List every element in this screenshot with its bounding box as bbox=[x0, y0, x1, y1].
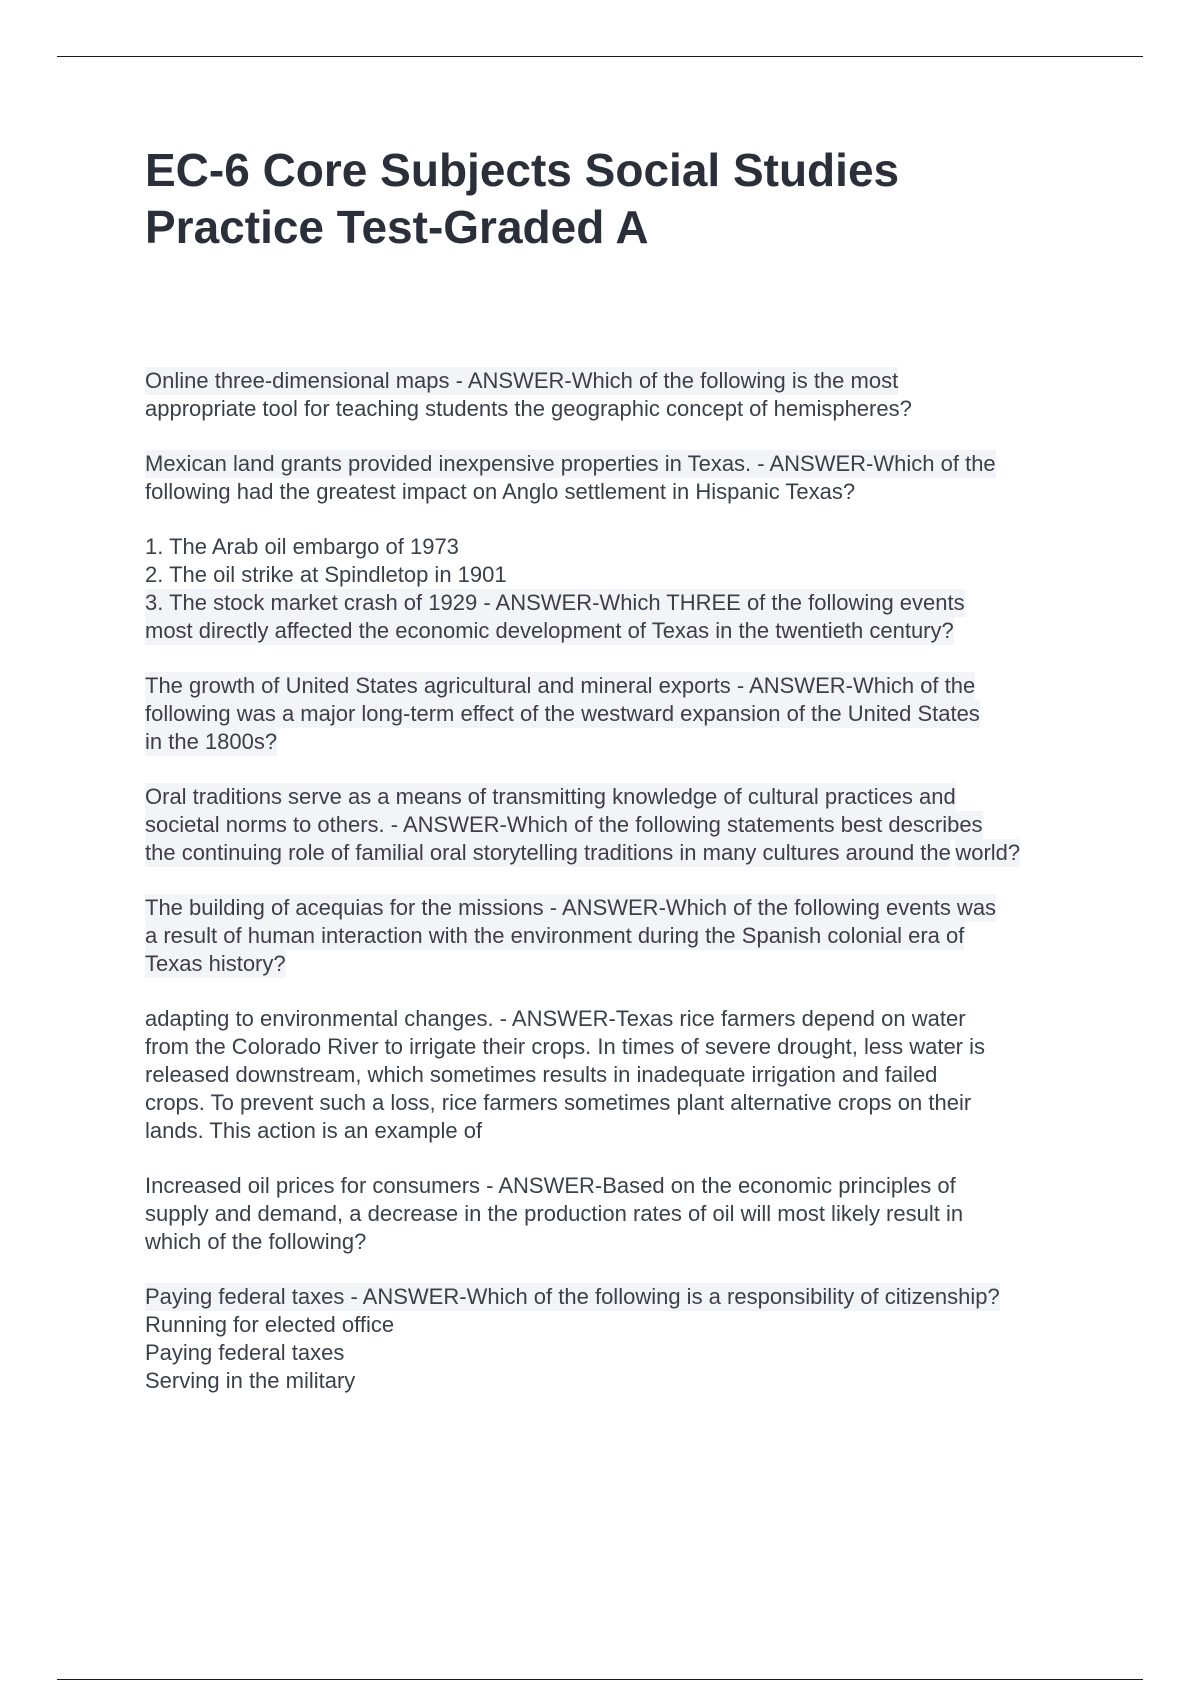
qa-entry bbox=[145, 1283, 1095, 1395]
qa-line: Paying federal taxes bbox=[145, 1340, 345, 1365]
qa-line: world? bbox=[955, 840, 1021, 865]
qa-line: a result of human interaction with the environment during the Spanish colonial era of bbox=[145, 923, 965, 948]
qa-entry bbox=[145, 894, 1095, 978]
qa-line: from the Colorado River to irrigate their crops. In times of severe drought, less water is bbox=[145, 1034, 986, 1059]
qa-line: in the 1800s? bbox=[145, 729, 278, 754]
qa-line: Online three-dimensional maps - ANSWER-Which of the following is the most bbox=[145, 368, 899, 393]
qa-line: Increased oil prices for consumers - ANSWER-Based on the economic principles of bbox=[145, 1173, 956, 1198]
qa-entry bbox=[145, 450, 1095, 506]
qa-line: which of the following? bbox=[145, 1229, 367, 1254]
qa-line: Oral traditions serve as a means of transmitting knowledge of cultural practices and bbox=[145, 784, 956, 809]
qa-line: following was a major long-term effect of the westward expansion of the United States bbox=[145, 701, 980, 726]
qa-line: The growth of United States agricultural and mineral exports - ANSWER-Which of the bbox=[145, 673, 976, 698]
qa-entry bbox=[145, 1172, 1095, 1256]
qa-entry bbox=[145, 672, 1095, 756]
qa-line: Running for elected office bbox=[145, 1312, 395, 1337]
qa-line: appropriate tool for teaching students the geographic concept of hemispheres? bbox=[145, 396, 912, 421]
qa-line: following had the greatest impact on Anglo settlement in Hispanic Texas? bbox=[145, 479, 856, 504]
qa-line: crops. To prevent such a loss, rice farmers sometimes plant alternative crops on their bbox=[145, 1090, 972, 1115]
qa-entry bbox=[145, 367, 1095, 423]
qa-line: societal norms to others. - ANSWER-Which of the following statements best describes bbox=[145, 812, 983, 837]
qa-list bbox=[145, 367, 1095, 1422]
qa-line: 3. The stock market crash of 1929 - ANSWER-Which THREE of the following events bbox=[145, 590, 965, 615]
qa-line: Paying federal taxes - ANSWER-Which of the following is a responsibility of citizenship? bbox=[145, 1284, 1000, 1309]
document-title bbox=[145, 142, 1125, 256]
bottom-divider bbox=[57, 1679, 1143, 1680]
top-divider bbox=[57, 56, 1143, 57]
qa-line: released downstream, which sometimes results in inadequate irrigation and failed bbox=[145, 1062, 938, 1087]
qa-line: most directly affected the economic development of Texas in the twentieth century? bbox=[145, 618, 954, 643]
qa-line: lands. This action is an example of bbox=[145, 1118, 483, 1143]
qa-line: Serving in the military bbox=[145, 1368, 356, 1393]
qa-line: adapting to environmental changes. - ANSWER-Texas rice farmers depend on water bbox=[145, 1006, 966, 1031]
qa-entry bbox=[145, 783, 1095, 867]
title-line: Practice Test-Graded A bbox=[145, 201, 649, 253]
qa-line: supply and demand, a decrease in the production rates of oil will most likely result in bbox=[145, 1201, 964, 1226]
qa-line: 2. The oil strike at Spindletop in 1901 bbox=[145, 562, 507, 587]
qa-entry bbox=[145, 1005, 1095, 1145]
title-line: EC-6 Core Subjects Social Studies bbox=[145, 144, 900, 196]
qa-line: 1. The Arab oil embargo of 1973 bbox=[145, 534, 459, 559]
qa-entry bbox=[145, 533, 1095, 645]
qa-line: the continuing role of familial oral storytelling traditions in many cultures around the bbox=[145, 840, 951, 865]
qa-line: Mexican land grants provided inexpensive properties in Texas. - ANSWER-Which of the bbox=[145, 451, 996, 476]
qa-line: The building of acequias for the missions - ANSWER-Which of the following events was bbox=[145, 895, 997, 920]
qa-line: Texas history? bbox=[145, 951, 286, 976]
